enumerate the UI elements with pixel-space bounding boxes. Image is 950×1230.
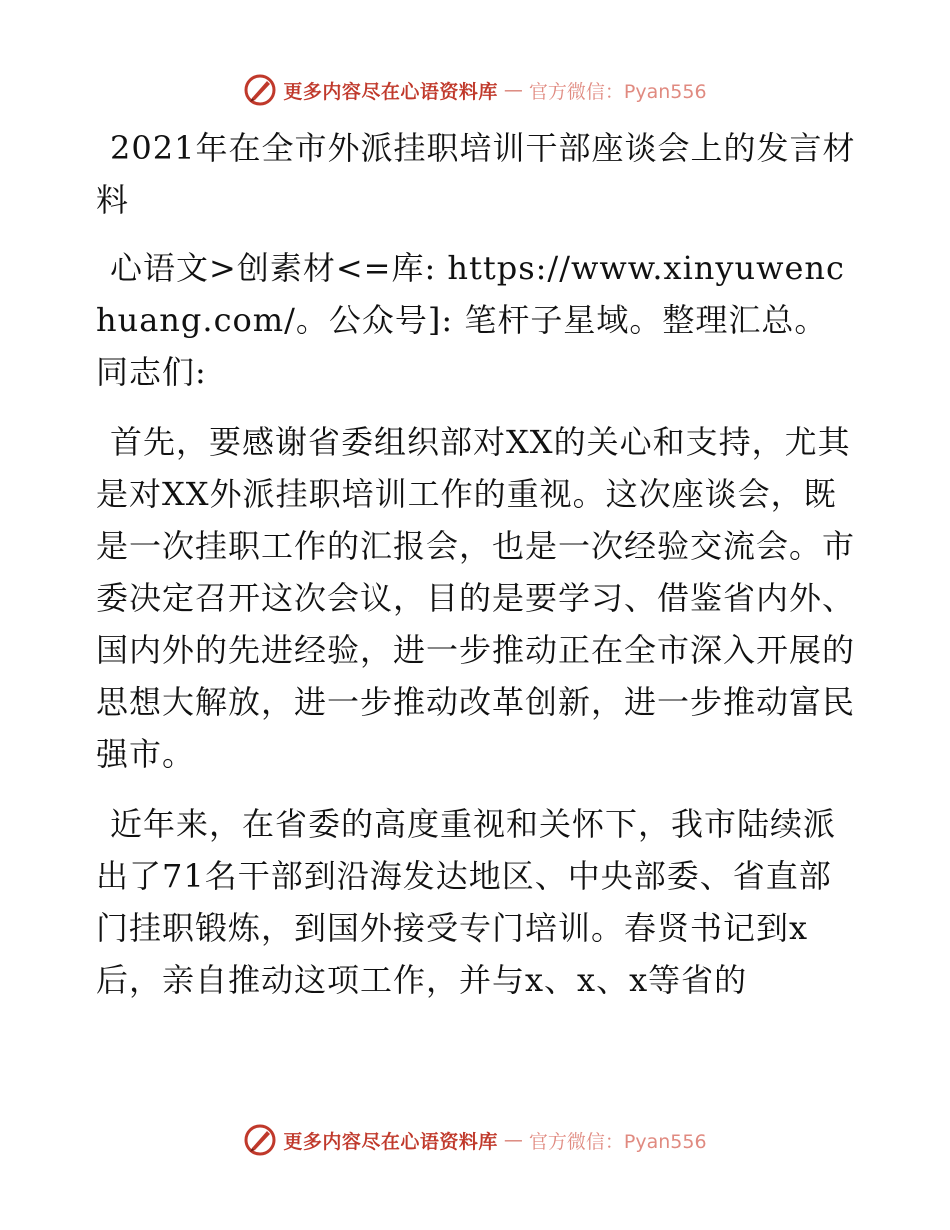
paragraph-1: 心语文>创素材<=库: https://www.xinyuwenchuang.com/。公众号]: 笔杆子星域。整理汇总。同志们: <box>96 249 845 391</box>
paragraph-3: 近年来，在省委的高度重视和关怀下，我市陆续派出了71名干部到沿海发达地区、中央部委、省直部门挂职锻炼，到国外接受专门培训。春贤书记到x后，亲自推动这项工作，并与x、x、x等省的 <box>96 805 837 999</box>
brand-text: 更多内容尽在心语资料库 <box>283 1130 498 1153</box>
quill-pen-circle-icon <box>243 73 277 107</box>
document-title: 2021年在全市外派挂职培训干部座谈会上的发言材料 <box>96 129 856 219</box>
banner-separator: — <box>503 1129 523 1151</box>
wechat-text: 官方微信：Pyan556 <box>528 1130 707 1153</box>
wechat-text: 官方微信：Pyan556 <box>528 80 707 103</box>
quill-pen-circle-icon <box>243 1123 277 1157</box>
paragraph-2: 首先，要感谢省委组织部对XX的关心和支持，尤其是对XX外派挂职培训工作的重视。这次座谈会，既是一次挂职工作的汇报会，也是一次经验交流会。市委决定召开这次会议，目的是要学习、借鉴省内外、国内外的先进经验，进一步推动正在全市深入开展的思想大解放，进一步推动改革创新，进一步推动富民强市。 <box>96 423 856 773</box>
document-body <box>96 120 856 1024</box>
footer-banner <box>0 1120 950 1160</box>
banner-separator: — <box>503 79 523 101</box>
header-banner <box>0 70 950 110</box>
brand-text: 更多内容尽在心语资料库 <box>283 80 498 103</box>
